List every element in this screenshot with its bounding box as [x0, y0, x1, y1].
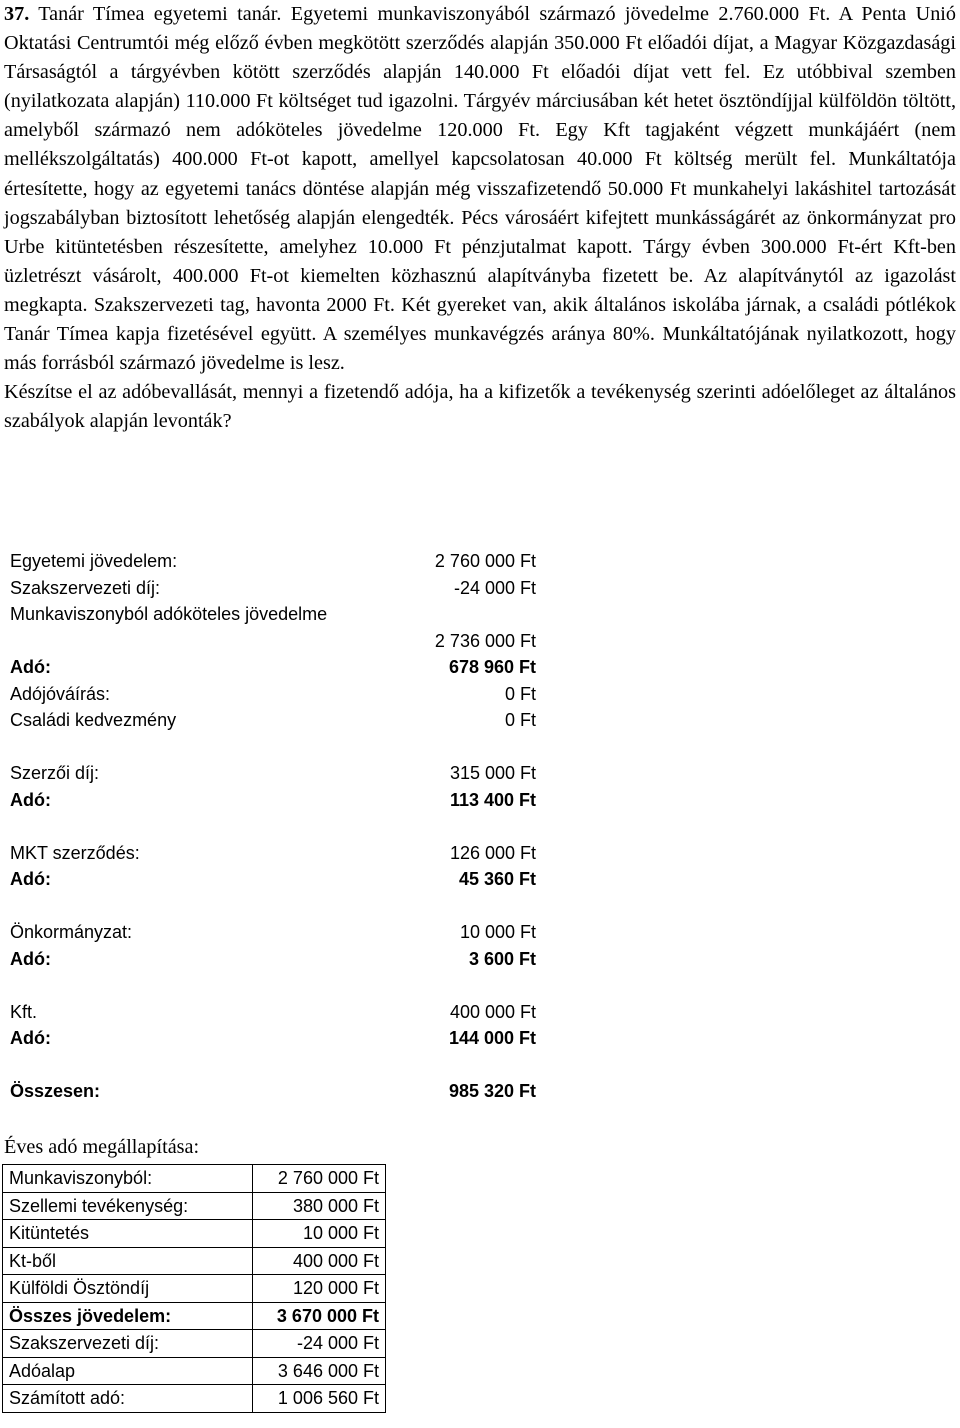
annual-tax-table — [2, 1164, 386, 1413]
spacer — [10, 1052, 550, 1079]
table-row — [3, 1165, 386, 1193]
calc-value: 10 000 Ft — [459, 922, 536, 942]
calc-label: Adó: — [10, 657, 51, 677]
table-row — [3, 1385, 386, 1413]
calc-value: 126 000 Ft — [449, 842, 536, 863]
calc-label: Összesen: — [10, 1081, 101, 1101]
calc-label: Kft. — [10, 1001, 38, 1022]
calc-value: 2 760 000 Ft — [434, 551, 536, 571]
table-row — [3, 1192, 386, 1220]
calc-label: Adó: — [10, 1028, 51, 1048]
table-cell-value: 120 000 Ft — [253, 1275, 386, 1303]
calc-label: Szakszervezeti díj: — [10, 577, 161, 598]
calc-row — [10, 601, 550, 654]
table-row — [3, 1357, 386, 1385]
calc-label: Adójóváírás: — [10, 683, 111, 704]
calc-value: 400 000 Ft — [449, 1001, 536, 1022]
calc-value: 0 Ft — [504, 683, 536, 704]
spacer — [10, 893, 550, 920]
calc-label: Adó: — [10, 869, 51, 889]
table-row — [3, 1247, 386, 1275]
calc-row — [10, 707, 550, 734]
table-cell-value: 3 646 000 Ft — [253, 1357, 386, 1385]
table-cell-value: -24 000 Ft — [253, 1330, 386, 1358]
table-cell-label: Kt-ből — [3, 1247, 253, 1275]
table-cell-label: Adóalap — [3, 1357, 253, 1385]
table-cell-label: Összes jövedelem: — [3, 1302, 253, 1330]
table-row — [3, 1220, 386, 1248]
table-row — [3, 1330, 386, 1358]
table-row — [3, 1302, 386, 1330]
calc-row — [10, 787, 550, 814]
calc-value: 678 960 Ft — [448, 657, 536, 677]
calc-value: 2 736 000 Ft — [434, 630, 536, 651]
annual-tax-heading: Éves adó megállapítása: — [4, 1136, 200, 1158]
problem-question: Készítse el az adóbevallását, mennyi a fizetendő adója, ha a kifizetők a tevékenység szerinti adóelőleget az általános szabályok alapján levonták? — [4, 381, 956, 433]
problem-statement — [4, 0, 956, 436]
calc-row — [10, 946, 550, 973]
calc-row — [10, 919, 550, 946]
table-cell-value: 2 760 000 Ft — [253, 1165, 386, 1193]
calc-label: MKT szerződés: — [10, 842, 140, 863]
table-cell-value: 3 670 000 Ft — [253, 1302, 386, 1330]
calc-row — [10, 840, 550, 867]
table-cell-value: 400 000 Ft — [253, 1247, 386, 1275]
calc-label: Családi kedvezmény — [10, 710, 177, 730]
calc-label: Adó: — [10, 789, 51, 810]
table-cell-label: Kitüntetés — [3, 1220, 253, 1248]
table-cell-label: Szakszervezeti díj: — [3, 1330, 253, 1358]
spacer — [10, 972, 550, 999]
calc-row — [10, 999, 550, 1026]
calc-label: Munkaviszonyból adóköteles jövedelme — [10, 604, 328, 624]
calc-value: -24 000 Ft — [453, 577, 536, 598]
spacer — [10, 813, 550, 840]
calc-row — [10, 575, 550, 602]
calc-value: 315 000 Ft — [449, 763, 536, 783]
calc-value: 0 Ft — [504, 710, 536, 730]
spacer — [10, 734, 550, 761]
table-cell-label: Szellemi tevékenység: — [3, 1192, 253, 1220]
problem-number: 37. — [4, 3, 30, 25]
calc-row — [10, 548, 550, 575]
calc-value: 144 000 Ft — [448, 1028, 536, 1048]
calc-label: Szerzői díj: — [10, 763, 100, 783]
calc-label: Önkormányzat: — [10, 922, 133, 942]
table-row — [3, 1275, 386, 1303]
calc-row — [10, 654, 550, 681]
calc-value: 45 360 Ft — [458, 869, 536, 889]
table-cell-label: Számított adó: — [3, 1385, 253, 1413]
table-cell-label: Külföldi Ösztöndíj — [3, 1275, 253, 1303]
tax-calculation — [10, 548, 550, 1105]
calc-row — [10, 681, 550, 708]
calc-label: Adó: — [10, 948, 51, 969]
calc-value: 113 400 Ft — [449, 789, 536, 810]
problem-text: Tanár Tímea egyetemi tanár. Egyetemi munkaviszonyából származó jövedelme 2.760.000 Ft. A Penta Unió Oktatási Centrumtói még előző évben megkötött szerződés alapján 350.000 Ft előadói díjat, a Magyar Közgazdasági Társaságtól a tárgyévben kötött szerződés alapján 140.000 Ft előadói díjat vett fel. Ez utóbbival szemben (nyilatkozata alapján) 110.000 Ft költséget tud igazolni. Tárgyév márciusában két hetet ösztöndíjjal külföldön töltött, amelyből származó nem adóköteles jövedelme 120.000 Ft. Egy Kft tagjaként végzett munkájáért (nem mellékszolgáltatás) 400.000 Ft-ot kapott, amellyel kapcsolatosan 40.000 Ft költség merült fel. Munkáltatója értesítette, hogy az egyetemi tanács döntése alapján még visszafizetendő 50.000 Ft munkahelyi lakáshitel tartozását jogszabályban biztosított lehetőség alapján elengedték. Pécs városáért kifejtett munkásságárét az önkormányzat pro Urbe kitüntetésben részesítette, amelyhez 10.000 Ft pénzjutalmat kapott. Tárgy évben 300.000 Ft-ért Kft-ben üzletrészt vásárolt, 400.000 Ft-ot kiemelten közhasznú alapítványba fizetett be. Az alapítványtól az igazolást megkapta. Szakszervezeti tag, havonta 2000 Ft. Két gyereket van, akik általános iskolába járnak, a családi pótlékok Tanár Tímea kapja fizetésével együtt. A személyes munkavégzés aránya 80%. Munkáltatójának nyilatkozott, hogy más forrásból származó jövedelme is lesz. — [4, 3, 956, 375]
table-cell-label: Munkaviszonyból: — [3, 1165, 253, 1193]
calc-value: 3 600 Ft — [468, 948, 536, 969]
table-cell-value: 380 000 Ft — [253, 1192, 386, 1220]
calc-label: Egyetemi jövedelem: — [10, 551, 178, 571]
table-cell-value: 1 006 560 Ft — [253, 1385, 386, 1413]
calc-row — [10, 760, 550, 787]
calc-row — [10, 1025, 550, 1052]
table-cell-value: 10 000 Ft — [253, 1220, 386, 1248]
calc-total-row — [10, 1078, 550, 1105]
calc-row — [10, 866, 550, 893]
calc-value: 985 320 Ft — [448, 1081, 536, 1101]
